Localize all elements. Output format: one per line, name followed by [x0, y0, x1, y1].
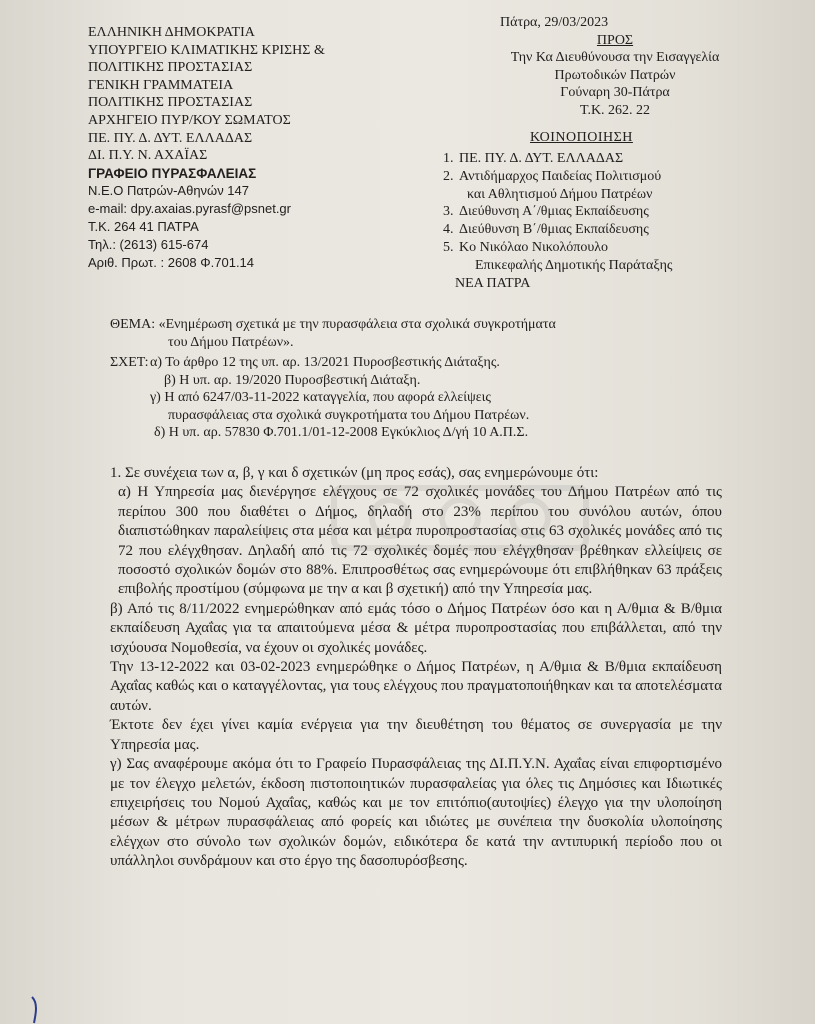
to-label: ΠΡΟΣ	[596, 32, 634, 48]
body-paragraph: α) Η Υπηρεσία μας διενέργησε ελέγχους σε 72 σχολικές μονάδες του Δήμου Πατρέων από τις περίπου 300 που διαθέτει ο Δήμος, δηλαδή στο 23% περίπου του συνόλου αυτών, όπου διαπιστώθηκαν παραλείψεις στα μέσα και μέτρα πυροπροστασίας στις 63 σχολικές μονάδες από τις 72 που ελέγχθησαν. Δηλαδή από τις 72 σχολικές δομές που ελέγχθησαν βρέθηκαν ελλείψεις σε ποσοστό σχολικών δομών στο 88%. Επιπροσθέτως σας ενημερώνουμε ότι επιβλήθηκαν 63 πράξεις επιβολής προστίμου (σύμφωνα με την α και β σχετική) από την Υπηρεσία μας.	[118, 484, 722, 598]
item-number: 4.	[443, 222, 454, 238]
references-label: ΣΧΕΤ:	[110, 355, 149, 370]
item-number: 5.	[443, 239, 454, 255]
sender-line: ΠΕ. ΠΥ. Δ. ΔΥΤ. ΕΛΛΑΔΑΣ	[88, 130, 253, 146]
item-number: 3.	[443, 204, 454, 220]
reference-text: δ) Η υπ. αρ. 57830 Φ.701.1/01-12-2008 Εγκύκλιος Δ/γή 10 Α.Π.Σ.	[154, 425, 529, 440]
item-number: 1.	[443, 151, 454, 166]
body-paragraph: β) Από τις 8/11/2022 ενημερώθηκαν από εμάς τόσο ο Δήμος Πατρέων όσο και η Α/θμια & Β/θμια εκπαίδευση Αχαΐας για τα απαιτούμενα μέσα & μέτρα πυροπροστασίας που επιβάλλεται, από την ισχύουσα Νομοθεσία, να έχουν οι σχολικές μονάδες.	[110, 600, 722, 656]
sender-email: e-mail: dpy.axaias.pyrasf@psnet.gr	[88, 201, 291, 217]
reference-text: β) Η υπ. αρ. 19/2020 Πυροσβεστική Διάταξη.	[164, 372, 421, 388]
recipient-line: Την Κα Διευθύνουσα την Εισαγγελία	[510, 50, 720, 66]
list-item	[443, 168, 803, 186]
sender-office: ΓΡΑΦΕΙΟ ΠΥΡΑΣΦΑΛΕΙΑΣ	[88, 165, 257, 181]
list-item	[443, 203, 803, 221]
sender-line: ΔΙ. Π.Υ. Ν. ΑΧΑΪΑΣ	[88, 148, 208, 164]
sender-block	[88, 24, 418, 272]
list-item	[443, 221, 803, 239]
list-item	[443, 150, 803, 168]
item-text: και Αθλητισμού Δήμου Πατρέων	[467, 186, 653, 202]
references-block	[110, 354, 800, 442]
reference-text: πυρασφάλειας στα σχολικά συγκροτήματα του Δήμου Πατρέων.	[168, 407, 530, 423]
body-paragraph: Έκτοτε δεν έχει γίνει καμία ενέργεια για την διευθέτηση του θέματος σε συνεργασία με την Υπηρεσία μας.	[110, 717, 722, 753]
item-text: Διεύθυνση Α΄/θμιας Εκπαίδευσης	[459, 204, 649, 220]
list-item	[443, 239, 803, 257]
sender-line: ΠΟΛΙΤΙΚΗΣ ΠΡΟΣΤΑΣΙΑΣ	[88, 60, 253, 76]
sender-phone: Τηλ.: (2613) 615-674	[88, 237, 209, 253]
item-text: Επικεφαλής Δημοτικής Παράταξης	[475, 257, 673, 273]
item-text: ΝΕΑ ΠΑΤΡΑ	[455, 275, 531, 291]
recipient-block	[430, 14, 800, 120]
item-text: Κο Νικόλαο Νικολόπουλο	[459, 239, 609, 255]
subject-line: ΘΕΜΑ: «Ενημέρωση σχετικά με την πυρασφάλεια στα σχολικά συγκροτήματα	[110, 317, 556, 332]
body-paragraph: γ) Σας αναφέρουμε ακόμα ότι το Γραφείο Πυρασφάλειας της ΔΙ.Π.Υ.Ν. Αχαΐας είναι επιφορτισμένο με τον έλεγχο μελετών, έκδοση πιστοποιητικών πυρασφαλείας για όλες τις Δημόσιες και Ιδιωτικές επιχειρήσεις του Νομού Αχαΐας, καθώς και με τον επιτόπιο(αυτοψίες) έλεγχο για την υλοποίηση μέσων & μέτρων πυρασφάλειας από φορείς και ιδιώτες με συνέπεια την δυσκολία υλοποίησης ελέγχων στο σύνολο των σχολικών δομών, ειδικότερα δε κατά την αντιπυρική περίοδο που οι υπάλληλοι συνδράμουν και στο έργο της δασοπυρόσβεσης.	[110, 756, 722, 870]
pen-mark-icon	[26, 995, 48, 1024]
sender-line: ΕΛΛΗΝΙΚΗ ΔΗΜΟΚΡΑΤΙΑ	[88, 25, 255, 40]
recipient-line: Γούναρη 30-Πάτρα	[560, 85, 670, 101]
reference-text: γ) Η από 6247/03-11-2022 καταγγελία, που αφορά ελλείψεις	[150, 390, 491, 405]
watermark-icon	[330, 478, 590, 558]
notification-list	[443, 150, 803, 292]
recipient-line: Τ.Κ. 262. 22	[579, 102, 651, 118]
item-text: Αντιδήμαρχος Παιδείας Πολιτισμού	[459, 168, 662, 184]
body-intro: 1. Σε συνέχεια των α, β, γ και δ σχετικών (μη προς εσάς), σας ενημερώνουμε ότι:	[110, 465, 599, 481]
sender-line: ΠΟΛΙΤΙΚΗΣ ΠΡΟΣΤΑΣΙΑΣ	[88, 95, 253, 111]
sender-line: ΥΠΟΥΡΓΕΙΟ ΚΛΙΜΑΤΙΚΗΣ ΚΡΙΣΗΣ &	[88, 42, 325, 58]
document-date: Πάτρα, 29/03/2023	[500, 15, 609, 30]
sender-line: ΓΕΝΙΚΗ ΓΡΑΜΜΑΤΕΙΑ	[88, 77, 234, 93]
subject-block	[110, 316, 790, 351]
subject-line: του Δήμου Πατρέων».	[168, 334, 294, 350]
notification-title: ΚΟΙΝΟΠΟΙΗΣΗ	[530, 130, 633, 145]
item-text: Διεύθυνση Β΄/θμιας Εκπαίδευσης	[459, 222, 649, 238]
item-number: 2.	[443, 168, 454, 184]
recipient-line: Πρωτοδικών Πατρών	[554, 67, 676, 83]
body-paragraph: Την 13-12-2022 και 03-02-2023 ενημερώθηκε ο Δήμος Πατρέων, η Α/θμια & Β/θμια εκπαίδευση Αχαΐας καθώς και ο καταγγέλοντας, για τους ελέγχους που πραγματοποιήθηκαν και τα αποτελέσματα αυτών.	[110, 659, 722, 714]
sender-protocol: Αριθ. Πρωτ. : 2608 Φ.701.14	[88, 255, 255, 271]
sender-postcode: Τ.Κ. 264 41 ΠΑΤΡΑ	[88, 219, 199, 235]
sender-line: ΑΡΧΗΓΕΙΟ ΠΥΡ/ΚΟΥ ΣΩΜΑΤΟΣ	[88, 112, 291, 128]
sender-address: Ν.Ε.Ο Πατρών-Αθηνών 147	[88, 183, 250, 199]
item-text: ΠΕ. ΠΥ. Δ. ΔΥΤ. ΕΛΛΑΔΑΣ	[459, 151, 624, 166]
reference-text: α) Το άρθρο 12 της υπ. αρ. 13/2021 Πυροσβεστικής Διάταξης.	[150, 355, 500, 370]
reference-row	[110, 354, 800, 372]
